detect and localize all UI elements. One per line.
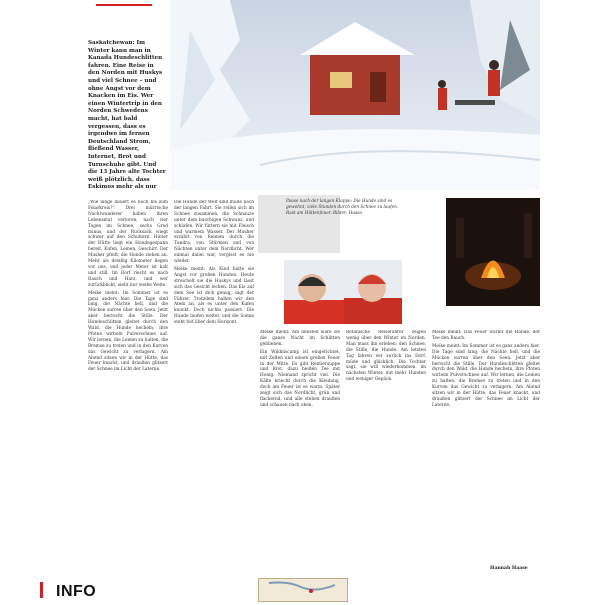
snow-cabin-scene xyxy=(170,0,540,190)
column-5-text: Meike meint: Im Sommer ist es ganz anders hier. Die Tage sind lang, die Nächte hell, und die Mücken surren über den Seen. Jetzt aber herrscht die Stille. Der Hundeschlitten gleitet durch den Wald, die Hunde hecheln, ihre Pfoten wirbeln Pulverschnee auf. Wir lernen, die Leinen zu halten, die Bremse zu treten und in den Kurven das Gewicht zu verlagern. Am Abend sitzen wir in der Hütte, das Feuer knackt, und draußen glitzert der Schnee im Licht der Laterne. xyxy=(432,343,540,408)
column-3-caption: Meike meint: Am liebsten wäre sie die ganze Nacht im Schlitten geblieben. xyxy=(260,330,340,347)
info-accent-rule xyxy=(40,582,43,598)
article-column-5 xyxy=(432,330,540,570)
column-1-text-b: Meike meint: Im Sommer ist es ganz anders hier. Die Tage sind lang, die Nächte hell, und die Mücken surren über den Seen. Jetzt aber herrscht die Stille. Der Hundeschlitten gleitet durch den Wald, die Hunde hecheln, ihre Pfoten wirbeln Pulverschnee auf. Wir lernen, die Leinen zu halten, die Bremse zu treten und in den Kurven das Gewicht zu verlagern. Am Abend sitzen wir in der Hütte, das Feuer knackt, und draußen glitzert der Schnee im Licht der Laterne. xyxy=(88,290,168,373)
main-photo xyxy=(170,0,540,190)
column-2-text-b: Meike meint: Als Kind hatte sie Angst vor großen Hunden. Heute streichelt sie die Huskys und lässt sich das Gesicht lecken. Das Eis auf dem See ist dick genug, sagt der Führer. Trotzdem halten wir den Atem an, als es unter den Kufen knackt. Doch nichts passiert. Die Hunde laufen weiter, und die Sonne steht tief über dem Horizont. xyxy=(174,266,254,326)
two-smiling-people xyxy=(284,260,402,324)
column-4-text: Botanische Reiseführer zeigen wenig über den Winter im Norden. Man muss ihn erleben: den Schnee, die Stille, die Hunde. Am letzten Tag fahren wir zurück ins Dorf, müde und glücklich. Die Tochter sagt, sie will wiederkommen, im nächsten Winter, mit mehr Hunden und weniger Gepäck. xyxy=(346,330,426,383)
campfire-photo xyxy=(446,198,540,306)
article-column-4 xyxy=(346,330,426,580)
author-name: Hannah Haase xyxy=(490,566,528,571)
article-column-2 xyxy=(174,200,254,580)
column-5-caption: Meike meint: Das Feuer wärmt die Hände, der Tee den Bauch. xyxy=(432,330,540,341)
article-column-1 xyxy=(88,200,168,580)
campfire-scene xyxy=(446,198,540,306)
lead-text: Saskatchewan: Im Winter kann man in Kanada Hundeschlitten fahren. Eine Reise in den Norden mit Huskys und viel Schnee – und ohne Angst vor dem Knacken im Eis. Wer einen Wintertrip in den Norden Schwedens macht, hat bald vergessen, dass es irgendwo im fernen Deutschland Strom, fließend Wasser, Internet, Brot und Turnschuhe gibt. Und die 13 Jahre alte Tochter weiß plötzlich, dass Eskimos mehr als nur xyxy=(88,40,166,190)
article-column-3 xyxy=(260,330,340,580)
column-1-text: „Wie lange dauert es noch bis zum Polarkreis?“ Drei mürrische Nachtwanderer haben ihren Lebensmut verloren, nach vier Tagen im Schnee, sechs Grad minus, und der Rucksack wiegt schwer auf den Schultern. Hinter der Hütte liegt ein Hundegespann bereit, Kufen, Leinen, Geschirr. Der Musher pfeift, die Hunde ziehen an. Mehr als dreißig Kilometer liegen vor uns, und jeder Meter ist kalt und still. Im Dorf riecht es nach Rauch und Harz, und wer zurückblickt, sieht nur weiße Weite. xyxy=(88,200,168,288)
map-graphic xyxy=(259,579,347,601)
map-thumbnail xyxy=(258,578,348,602)
column-3-text: Ein Wildniscamp ist eingerichtet, mit Zelten und einem großen Feuer in der Mitte. Es gibt Rentiersuppe und Brot, dazu heißen Tee mit Honig. Niemand spricht viel. Die Kälte kriecht durch die Kleidung, doch am Feuer ist es warm. Später zeigt sich das Nordlicht, grün und flackernd, und alle stehen draußen und schauen nach oben. xyxy=(260,349,340,408)
info-heading: INFO xyxy=(56,583,97,600)
portrait-photo xyxy=(284,260,402,324)
column-2-text: Die Hunde der Welt sind müde nach der langen Fahrt. Sie rollen sich im Schnee zusammen, die Schnauze unter dem buschigen Schwanz, und schlafen. Wir füttern sie mit Fleisch und warmem Wasser. Der Musher erzählt von Rennen durch die Tundra, von Stürmen und von Nächten unter dem Nordlicht. Wer einmal dabei war, vergisst es nie wieder. xyxy=(174,200,254,265)
top-accent-rule xyxy=(96,4,152,6)
caption-top-right: Pause nach der langen Etappe: Die Hunde sind es gewohnt, viele Stunden durch den Schnee zu laufen. Rast am Hüttenfeuer. Bilder: Haaso xyxy=(286,198,399,215)
